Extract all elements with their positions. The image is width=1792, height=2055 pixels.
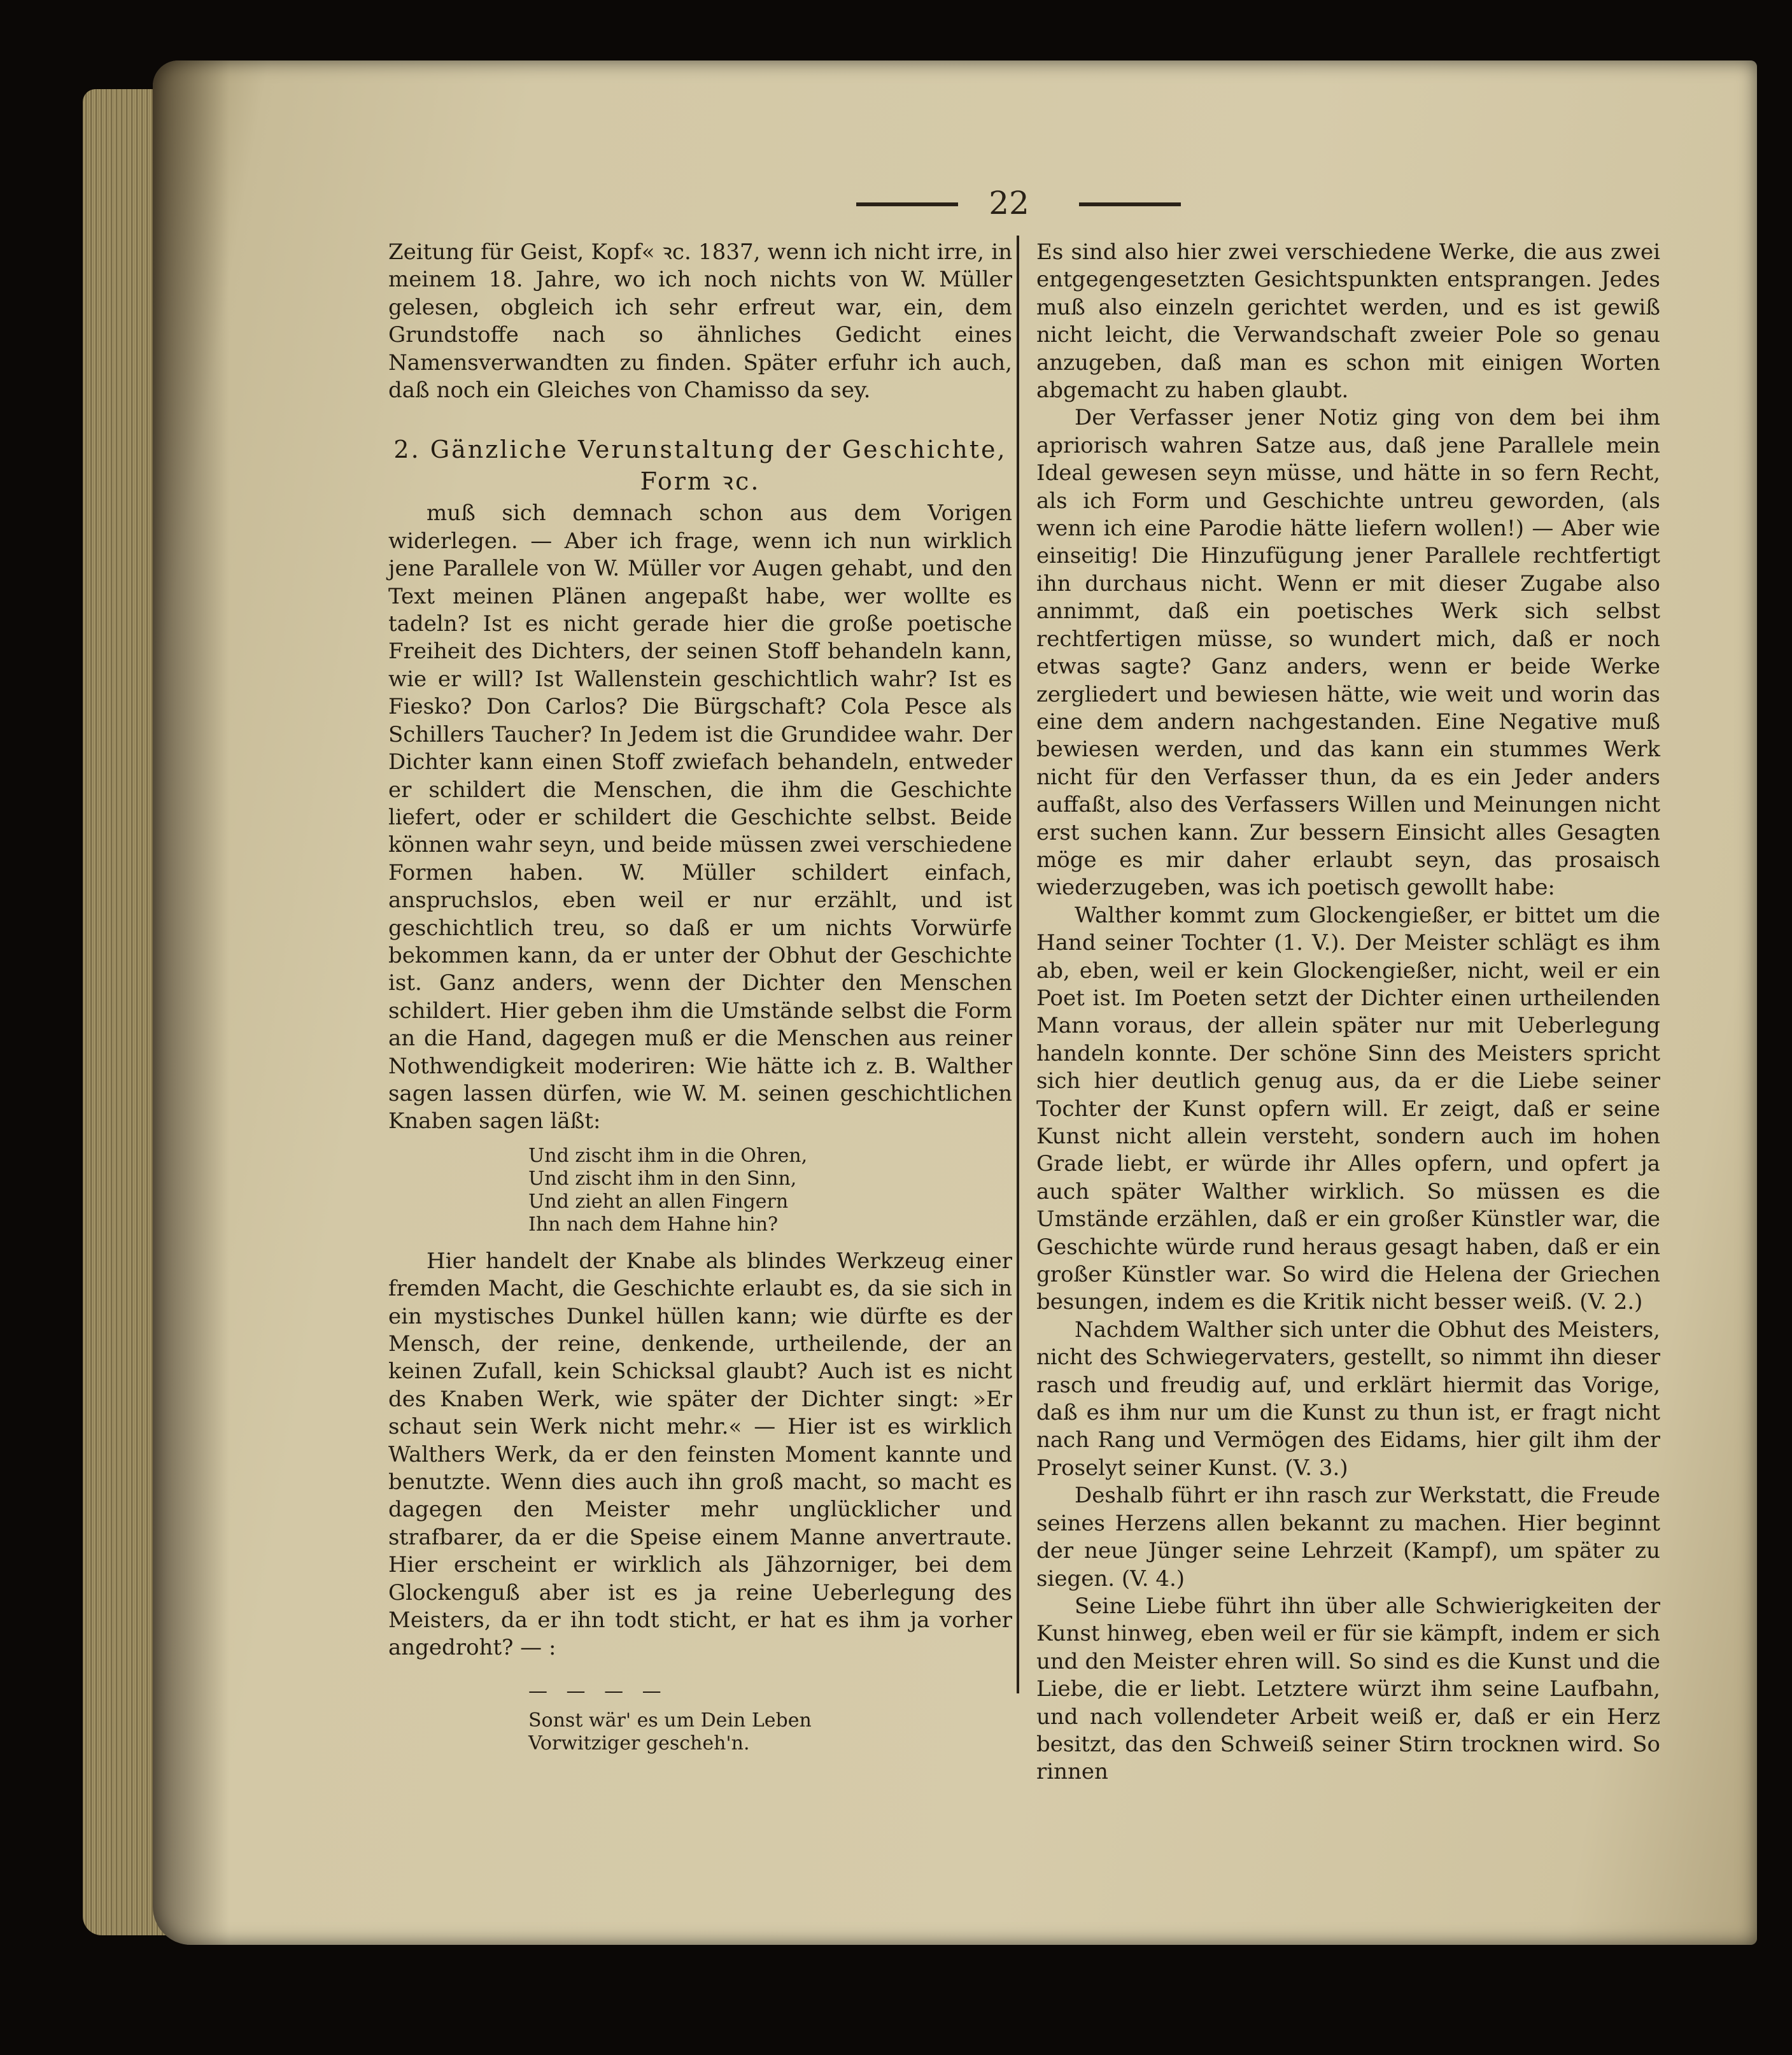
- verse-line: Vorwitziger gescheh'n.: [528, 1732, 750, 1755]
- left-column: [388, 239, 1012, 1755]
- verse-line: Und zieht an allen Fingern: [528, 1190, 789, 1213]
- column-divider: [1017, 236, 1019, 1693]
- right-paragraph-3: Walther kommt zum Glockengießer, er bittet um die Hand seiner Tochter (1. V.). Der Meister schlägt es ihm ab, eben, weil er kein Glockengießer, nicht, weil er ein Poet ist. Im Poeten setzt der Dichter einen urtheilenden Mann voraus, der allein später nur mit Ueberlegung handeln konnte. Der schöne Sinn des Meisters spricht sich hier deutlich genug aus, da er die Liebe seiner Tochter der Kunst opfern will. Er zeigt, daß er seine Kunst nicht allein versteht, sondern auch im hohen Grade liebt, er würde ihr Alles opfern, und opfert ja auch später Walther wirklich. So müssen es die Umstände erzählen, daß er ein großer Künstler war, die Geschichte würde rund heraus gesagt haben, daß er ein großer Künstler war. So wird die Helena der Griechen besungen, indem es die Kritik nicht besser weiß. (V. 2.): [1036, 902, 1660, 1315]
- section-heading: [388, 434, 1012, 497]
- right-column: [1036, 239, 1660, 1786]
- header-rule-right: [1079, 202, 1181, 206]
- verse-quote-1: [528, 1145, 1012, 1236]
- right-paragraph-2: Der Verfasser jener Notiz ging von dem bei ihm apriorisch wahren Satze aus, daß jene Parallele mein Ideal gewesen seyn müsse, und hätte in so fern Recht, als ich Form und Geschichte untreu geworden, (als wenn ich eine Parodie hätte liefern wollen!) — Aber wie einseitig! Die Hinzufügung jener Parallele rechtfertigt ihn durchaus nicht. Wenn er mit dieser Zugabe also annimmt, daß ein poetisches Werk sich selbst rechtfertigen müsse, so wundert mich, daß er noch etwas sagte? Ganz anders, wenn er beide Werke zergliedert und bewiesen hätte, wie weit und worin das eine dem andern nachgestanden. Eine Negative muß bewiesen werden, und das kann ein stummes Werk nicht für den Verfasser thun, da es ein Jeder anders auffaßt, also des Verfassers Willen und Meinungen nicht erst suchen kann. Zur bessern Einsicht alles Gesagten möge es mir daher erlaubt seyn, das prosaisch wiederzugeben, was ich poetisch gewollt habe:: [1036, 405, 1660, 901]
- verse-line: Und zischt ihm in die Ohren,: [528, 1144, 808, 1167]
- verse-line: Sonst wär' es um Dein Leben: [528, 1709, 812, 1732]
- header-rule-left: [856, 202, 958, 206]
- left-paragraph-2: Hier handelt der Knabe als blindes Werkzeug einer fremden Macht, die Geschichte erlaubt es, da sie sich in ein mystisches Dunkel hüllen kann; wie dürfte es der Mensch, der reine, denkende, urtheilende, der an keinen Zufall, kein Schicksal glaubt? Auch ist es nicht des Knaben Werk, wie später der Dichter singt: »Er schaut sein Werk nicht mehr.« — Hier ist es wirklich Walthers Werk, da er den feinsten Moment kannte und benutzte. Wenn dies auch ihn groß macht, so macht es dagegen den Meister mehr unglücklicher und strafbarer, da er die Speise einem Manne anvertraute. Hier erscheint er wirklich als Jähzorniger, bei dem Glockenguß aber ist es ja reine Ueberlegung des Meisters, da er ihn todt sticht, er hat es ihm ja vorher angedroht? — :: [388, 1248, 1012, 1661]
- right-paragraph-6: Seine Liebe führt ihn über alle Schwierigkeiten der Kunst hinweg, eben weil er für sie kämpft, indem er sich und den Meister ehren will. So sind es die Kunst und die Liebe, die er liebt. Letztere würzt ihm seine Laufbahn, und nach vollendeter Arbeit weiß er, daß er ein Herz besitzt, das den Schweiß seiner Stirn trocknen wird. So rinnen: [1036, 1593, 1660, 1785]
- left-intro-text: Zeitung für Geist, Kopf« ꝛc. 1837, wenn ich nicht irre, in meinem 18. Jahre, wo ich noch nichts von W. Müller gelesen, obgleich ich sehr erfreut war, ein, dem Grundstoffe nach so ähnliches Gedicht eines Namensverwandten zu finden. Später erfuhr ich auch, daß noch ein Gleiches von Chamisso da sey.: [388, 239, 1012, 404]
- left-paragraph-1: muß sich demnach schon aus dem Vorigen widerlegen. — Aber ich frage, wenn ich nun wirklich jene Parallele von W. Müller vor Augen gehabt, und den Text meinen Plänen angepaßt habe, wer wollte es tadeln? Ist es nicht gerade hier die große poetische Freiheit des Dichters, der seinen Stoff behandeln kann, wie er will? Ist Wallenstein geschichtlich wahr? Ist es Fiesko? Don Carlos? Die Bürgschaft? Cola Pesce als Schillers Taucher? In Jedem ist die Grundidee wahr. Der Dichter kann einen Stoff zwiefach behandeln, entweder er schildert die Menschen, die ihm die Geschichte liefert, oder er schildert die Geschichte selbst. Beide können wahr seyn, und beide müssen zwei verschiedene Formen haben. W. Müller schildert einfach, anspruchslos, eben weil er nur erzählt, und ist geschichtlich treu, so daß er um nichts Vorwürfe bekommen kann, da er unter der Obhut der Geschichte ist. Ganz anders, wenn der Dichter den Menschen schildert. Hier geben ihm die Umstände selbst die Form an die Hand, dagegen muß er die Menschen aus reiner Nothwendigkeit moderiren: Wie hätte ich z. B. Walther sagen lassen dürfen, wie W. M. seinen geschichtlichen Knaben sagen läßt:: [388, 500, 1012, 1134]
- verse-line: Ihn nach dem Hahne hin?: [528, 1213, 779, 1236]
- verse-quote-2: [528, 1709, 1012, 1755]
- right-paragraph-1: Es sind also hier zwei verschiedene Werke, die aus zwei entgegengesetzten Gesichtspunkten entsprangen. Jedes muß also einzeln gerichtet werden, und es ist gewiß nicht leicht, die Verwandschaft zweier Pole so genau anzugeben, daß man es schon mit einigen Worten abgemacht zu haben glaubt.: [1036, 239, 1660, 404]
- verse-dashes: — — — —: [528, 1679, 668, 1702]
- section-heading-line1: 2. Gänzliche Verunstaltung der Geschichte,: [393, 435, 1007, 464]
- right-paragraph-5: Deshalb führt er ihn rasch zur Werkstatt, die Freude seines Herzens allen bekannt zu machen. Hier beginnt der neue Jünger seine Lehrzeit (Kampf), um später zu siegen. (V. 4.): [1036, 1483, 1660, 1592]
- right-paragraph-4: Nachdem Walther sich unter die Obhut des Meisters, nicht des Schwiegervaters, gestellt, so nimmt ihn dieser rasch und freudig auf, und erklärt hiermit das Vorige, daß es ihm nur um die Kunst zu thun ist, er fragt nicht nach Rang und Vermögen des Eidams, hier gilt ihm der Proselyt seiner Kunst. (V. 3.): [1036, 1317, 1660, 1481]
- section-heading-line2: Form ꝛc.: [640, 467, 761, 496]
- verse-line: Und zischt ihm in den Sinn,: [528, 1167, 797, 1190]
- page-number: 22: [989, 185, 1029, 222]
- spine-shadow: [153, 60, 229, 1945]
